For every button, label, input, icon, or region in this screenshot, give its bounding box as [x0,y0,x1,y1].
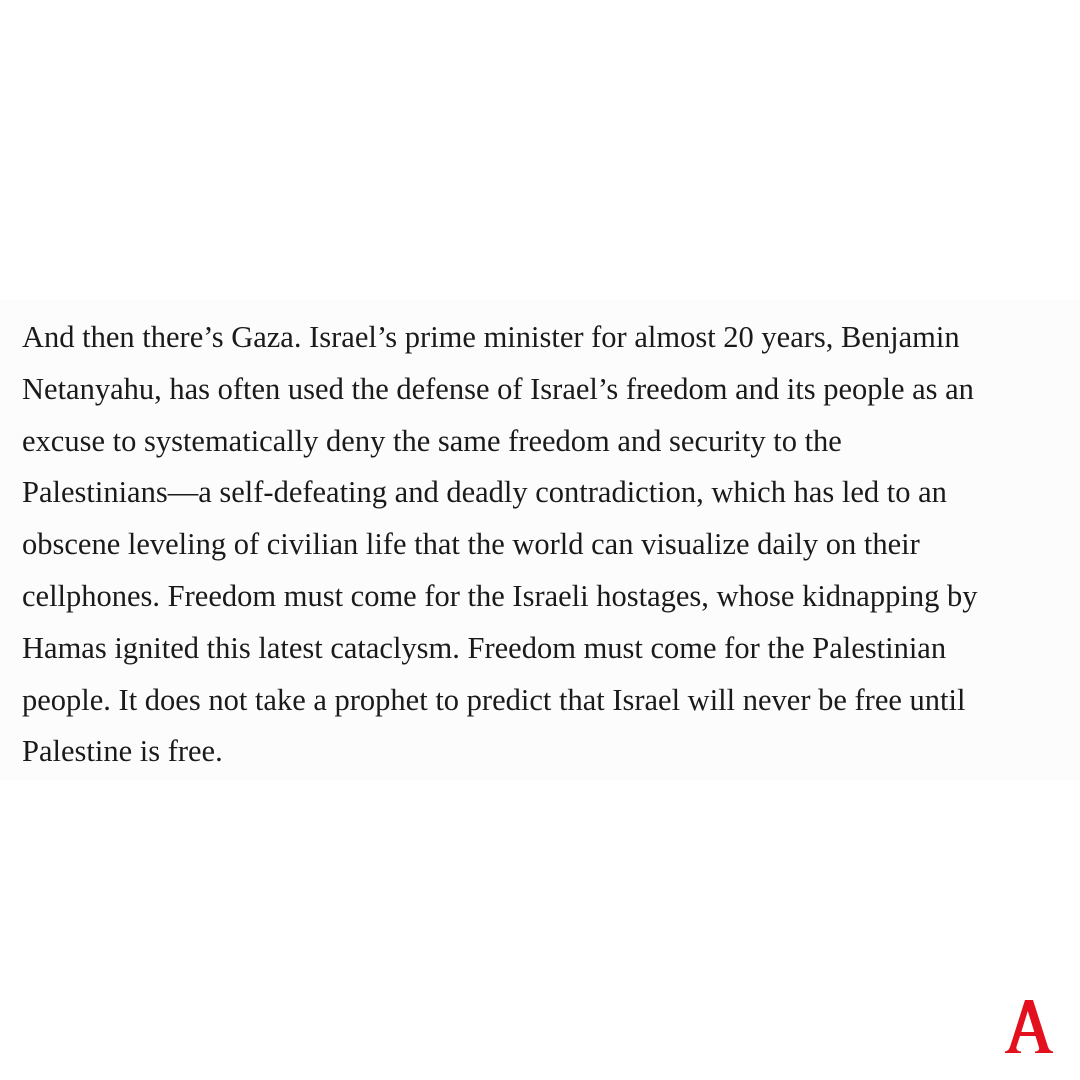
paragraph-line: Hamas ignited this latest cataclysm. Freedom must come for the Palestinian [22,630,947,665]
paragraph-line: people. It does not take a prophet to predict that Israel will never be free until [22,682,966,717]
paragraph-line: Palestine is free. [22,734,223,769]
paragraph-line: obscene leveling of civilian life that the world can visualize daily on their [22,527,920,562]
atlantic-logo-icon [1004,998,1054,1054]
logo-letter-shape [1005,1000,1053,1053]
paragraph-line: Netanyahu, has often used the defense of Israel’s freedom and its people as an [22,371,974,406]
paragraph-line: And then there’s Gaza. Israel’s prime minister for almost 20 years, Benjamin [22,320,960,354]
paragraph-line: cellphones. Freedom must come for the Israeli hostages, whose kidnapping by [22,578,978,613]
paragraph-line: Palestinians—a self-defeating and deadly contradiction, which has led to an [22,475,947,510]
article-paragraph [22,312,1078,778]
paragraph-line: excuse to systematically deny the same freedom and security to the [22,423,842,458]
